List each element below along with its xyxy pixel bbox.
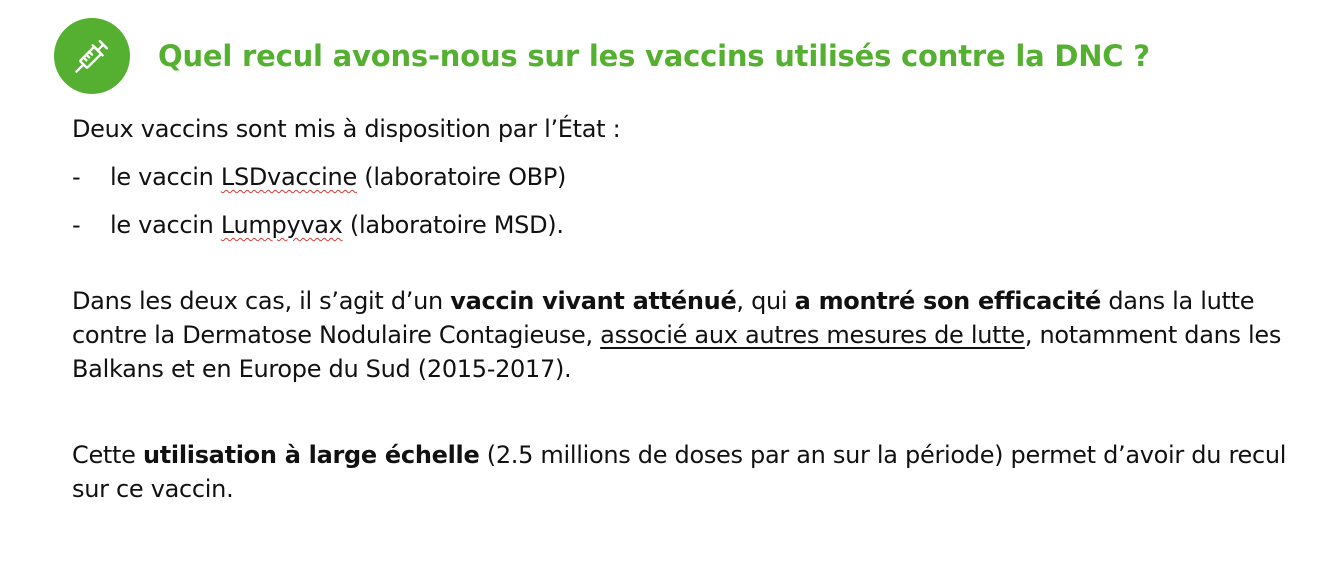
- vaccine-lab: (laboratoire MSD).: [342, 211, 564, 239]
- underlined-text: associé aux autres mesures de lutte: [600, 321, 1025, 349]
- header: [54, 18, 1150, 94]
- text-span: , qui: [736, 287, 795, 315]
- vaccine-name: Lumpyvax: [220, 211, 343, 239]
- vaccine-list: [72, 160, 1292, 242]
- efficacy-paragraph: [72, 284, 1292, 386]
- vaccine-prefix: le vaccin: [110, 211, 221, 239]
- vaccine-name: LSDvaccine: [220, 163, 357, 191]
- text-span: , notamment dans les Balkans et en Europe du Sud (2015-2017).: [72, 321, 1282, 383]
- list-item-text: [110, 208, 564, 242]
- list-item: [72, 160, 1292, 194]
- list-bullet: -: [72, 211, 81, 239]
- bold-text: utilisation à large échelle: [142, 441, 480, 469]
- syringe-icon: [54, 18, 130, 94]
- vaccine-lab: (laboratoire OBP): [356, 163, 567, 191]
- usage-paragraph: [72, 438, 1292, 506]
- text-span: (2.5 millions de doses par an sur la période) permet d’avoir du recul sur ce vaccin.: [72, 441, 1287, 503]
- page-title: Quel recul avons-nous sur les vaccins utilisés contre la DNC ?: [158, 39, 1150, 73]
- list-bullet: -: [72, 163, 81, 191]
- bold-text: a montré son efficacité: [794, 287, 1102, 315]
- text-span: dans la lutte contre la Dermatose Nodulaire Contagieuse,: [72, 287, 1255, 349]
- text-span: Cette: [72, 441, 143, 469]
- text-span: Dans les deux cas, il s’agit d’un: [72, 287, 451, 315]
- vaccine-prefix: le vaccin: [110, 163, 221, 191]
- content: [72, 112, 1292, 506]
- list-item-text: [110, 160, 566, 194]
- list-item: [72, 208, 1292, 242]
- bold-text: vaccin vivant atténué: [450, 287, 737, 315]
- intro-text: Deux vaccins sont mis à disposition par l’État :: [72, 115, 621, 143]
